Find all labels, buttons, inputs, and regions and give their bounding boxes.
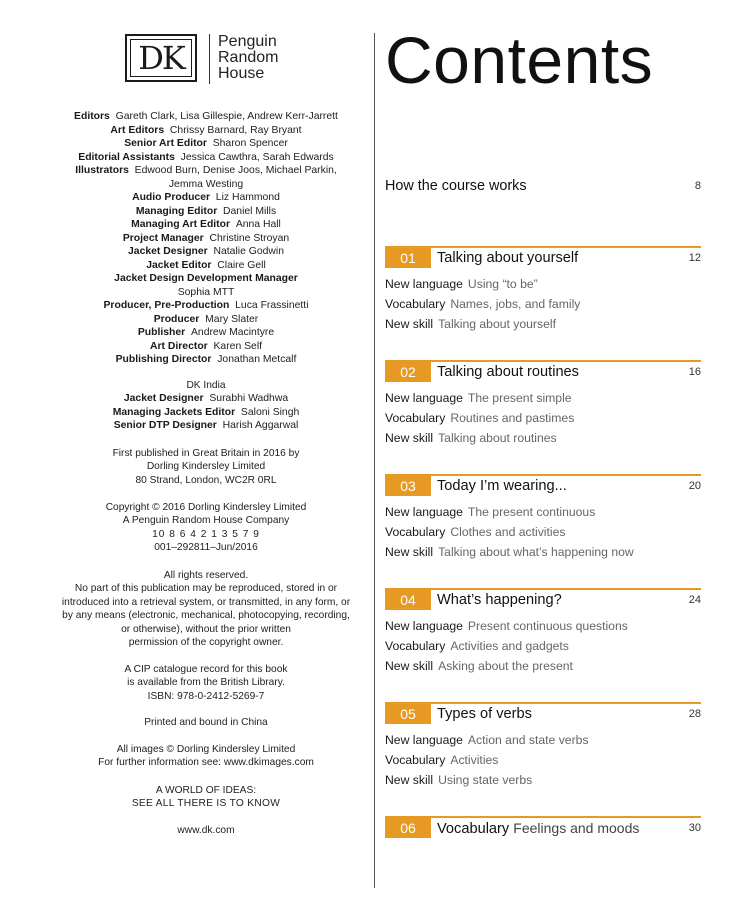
image-credit-line: For further information see: www.dkimages.com — [98, 757, 314, 769]
credit-names: Edwood Burn, Denise Joos, Michael Parkin, — [134, 165, 337, 176]
cip-line: A CIP catalogue record for this book — [124, 664, 288, 675]
credit-line — [0, 110, 412, 124]
page-title: Contents — [385, 23, 654, 97]
credit-line — [0, 164, 412, 178]
print-run-numbers: 10 8 6 4 2 1 3 5 7 9 — [152, 528, 260, 540]
course-overview-title: How the course works — [385, 178, 527, 194]
credit-line — [0, 419, 412, 433]
unit-item-label: Vocabulary — [385, 525, 446, 539]
unit-title — [437, 363, 579, 381]
unit-title-text: Types of verbs — [437, 706, 532, 722]
credit-role: Senior Art Editor — [124, 138, 207, 149]
unit-entry[interactable] — [385, 702, 701, 790]
unit-item-value: Names, jobs, and family — [450, 297, 581, 311]
unit-item-label: New skill — [385, 431, 434, 445]
website[interactable] — [0, 824, 412, 837]
image-credit-line: All images © Dorling Kindersley Limited — [116, 744, 296, 755]
world-of-ideas — [0, 784, 412, 811]
unit-item — [385, 408, 701, 428]
unit-item-label: New language — [385, 733, 463, 747]
credit-line — [0, 124, 412, 138]
credit-role: Art Director — [149, 340, 208, 352]
credit-line — [0, 313, 412, 327]
credit-names: Liz Hammond — [215, 192, 280, 203]
credit-names: Karen Self — [213, 340, 263, 352]
prh-line-2: Random — [218, 49, 279, 66]
tagline: SEE ALL THERE IS TO KNOW — [131, 798, 281, 810]
page-number: 12 — [688, 252, 701, 264]
page-number: 16 — [688, 366, 701, 378]
unit-items — [385, 274, 701, 334]
unit-title — [437, 819, 639, 838]
credit-role: Jacket Designer — [123, 393, 204, 405]
credit-names: Luca Frassinetti — [235, 300, 309, 311]
unit-item-value: Activities — [450, 753, 499, 767]
credit-line — [0, 232, 412, 246]
copyright-line: A Penguin Random House Company — [122, 515, 290, 527]
unit-item-value: Activities and gadgets — [450, 639, 569, 653]
cip-record — [0, 663, 412, 703]
printed-line: Printed and bound in China — [144, 717, 268, 728]
unit-header — [385, 588, 701, 612]
unit-item — [385, 750, 701, 770]
print-code: 001–292811–Jun/2016 — [154, 542, 258, 554]
unit-item-label: New language — [385, 619, 463, 633]
unit-title-text: Talking about routines — [437, 364, 579, 380]
credit-names: Sharon Spencer — [212, 138, 288, 149]
credit-names: Andrew Macintyre — [190, 327, 275, 338]
page-number: 20 — [688, 480, 701, 492]
page-number: 28 — [688, 708, 701, 720]
unit-items — [385, 730, 701, 790]
penguin-random-house-wordmark — [218, 34, 278, 82]
unit-item-value: Clothes and activities — [450, 525, 566, 539]
credit-line — [0, 392, 412, 406]
unit-item — [385, 428, 701, 448]
unit-items — [385, 502, 701, 562]
unit-number-badge: 02 — [385, 362, 431, 382]
unit-number-badge: 03 — [385, 476, 431, 496]
credit-role: Art Editors — [110, 124, 165, 136]
unit-item — [385, 616, 701, 636]
unit-number-badge: 05 — [385, 704, 431, 724]
credit-names: Jonathan Metcalf — [217, 354, 297, 365]
credit-role: Jacket Designer — [128, 246, 208, 257]
credit-names: Mary Slater — [205, 313, 259, 325]
credit-names: Sophia MTT — [177, 286, 235, 298]
unit-entry[interactable] — [385, 360, 701, 448]
prh-line-3: House — [218, 65, 265, 82]
copyright-notice — [0, 501, 412, 555]
unit-item-label: New skill — [385, 659, 434, 673]
rights-line: permission of the copyright owner. — [128, 637, 284, 649]
unit-header — [385, 474, 701, 498]
credit-role: Producer, Pre-Production — [103, 300, 230, 311]
unit-item-value: Asking about the present — [438, 659, 573, 673]
credit-role: Project Manager — [122, 232, 204, 244]
unit-header — [385, 246, 701, 270]
credit-line — [0, 178, 412, 192]
unit-number-badge: 01 — [385, 248, 431, 268]
unit-header — [385, 360, 701, 384]
unit-title — [437, 591, 562, 609]
website-link[interactable]: www.dk.com — [177, 825, 235, 836]
unit-item-value: Using “to be” — [467, 277, 538, 291]
credit-line — [0, 286, 412, 300]
unit-title — [437, 249, 578, 267]
credit-role: Jacket Editor — [146, 259, 212, 271]
unit-entry[interactable] — [385, 474, 701, 562]
unit-item-value: Talking about routines — [438, 431, 557, 445]
rights-line: introduced into a retrieval system, or transmitted, in any form, or — [61, 596, 351, 608]
unit-item-value: Talking about yourself — [438, 317, 556, 331]
dk-logo: DK — [125, 34, 197, 82]
dk-india-heading: DK India — [186, 380, 226, 391]
unit-item — [385, 274, 701, 294]
unit-item-label: New language — [385, 277, 463, 291]
unit-item — [385, 542, 701, 562]
first-published-line: Dorling Kindersley Limited — [146, 461, 266, 473]
dk-prh-logo — [125, 34, 278, 84]
credit-role: Managing Jackets Editor — [112, 406, 236, 418]
unit-items — [385, 616, 701, 676]
credit-line — [0, 406, 412, 420]
column-divider — [374, 33, 375, 888]
credit-names: Daniel Mills — [223, 205, 277, 217]
rights-line: All rights reserved. — [163, 570, 249, 581]
unit-item-label: New skill — [385, 773, 434, 787]
credit-names: Natalie Godwin — [213, 246, 284, 257]
credit-line — [0, 218, 412, 232]
unit-number-badge: 06 — [385, 818, 431, 838]
unit-item — [385, 522, 701, 542]
credit-role: Managing Art Editor — [131, 219, 231, 230]
unit-subtitle: Feelings and moods — [513, 820, 640, 836]
credit-line — [0, 245, 412, 259]
isbn: ISBN: 978-0-2412-5269-7 — [147, 690, 265, 702]
credit-role: Audio Producer — [132, 192, 211, 203]
credit-role: Editors — [74, 111, 110, 122]
unit-item-value: Action and state verbs — [467, 733, 589, 747]
unit-item-label: New language — [385, 391, 463, 405]
credit-line — [0, 272, 412, 286]
credit-names: Jemma Westing — [168, 178, 244, 190]
dk-india-credits — [0, 379, 412, 433]
rights-line: by any means (electronic, mechanical, photocopying, recording, — [62, 610, 350, 622]
unit-items — [385, 388, 701, 448]
unit-header — [385, 702, 701, 726]
credit-role: Editorial Assistants — [78, 151, 175, 163]
unit-header — [385, 816, 701, 840]
page-number: 24 — [688, 594, 701, 606]
unit-item — [385, 314, 701, 334]
unit-item-value: The present continuous — [467, 505, 596, 519]
credit-names: Jessica Cawthra, Sarah Edwards — [180, 151, 334, 163]
credit-line — [0, 151, 412, 165]
credit-role: Senior DTP Designer — [113, 420, 217, 432]
unit-title-text: Today I’m wearing... — [437, 478, 567, 494]
credit-names: Christine Stroyan — [209, 232, 290, 244]
unit-item — [385, 770, 701, 790]
credit-line — [0, 205, 412, 219]
unit-item-value: Using state verbs — [438, 773, 533, 787]
unit-entry[interactable] — [385, 588, 701, 676]
credit-line — [0, 259, 412, 273]
credit-names: Chrissy Barnard, Ray Bryant — [169, 124, 302, 136]
unit-item-label: Vocabulary — [385, 639, 446, 653]
unit-item — [385, 656, 701, 676]
prh-line-1: Penguin — [218, 33, 277, 50]
credit-line — [0, 353, 412, 367]
world-of-ideas-line: A WORLD OF IDEAS: — [155, 785, 257, 796]
credit-line — [0, 191, 412, 205]
unit-item — [385, 388, 701, 408]
credit-names: Gareth Clark, Lisa Gillespie, Andrew Kerr-Jarrett — [115, 111, 338, 122]
unit-item-value: The present simple — [467, 391, 572, 405]
unit-number-badge: 04 — [385, 590, 431, 610]
unit-item-label: New skill — [385, 545, 434, 559]
unit-item — [385, 730, 701, 750]
unit-item-value: Talking about what’s happening now — [438, 545, 634, 559]
printed-in — [0, 716, 412, 729]
unit-title — [437, 477, 567, 495]
unit-item-value: Present continuous questions — [467, 619, 628, 633]
unit-item-value: Routines and pastimes — [450, 411, 575, 425]
unit-entry[interactable] — [385, 246, 701, 334]
unit-title-text: Vocabulary — [437, 821, 510, 837]
unit-item-label: New skill — [385, 317, 434, 331]
unit-title — [437, 705, 532, 723]
page-number: 30 — [688, 822, 701, 834]
credit-role: Producer — [153, 313, 200, 325]
first-published — [0, 447, 412, 487]
credit-names: Anna Hall — [235, 219, 281, 230]
credit-names: Saloni Singh — [240, 406, 300, 418]
first-published-line: 80 Strand, London, WC2R 0RL — [135, 474, 277, 486]
first-published-line: First published in Great Britain in 2016 by — [112, 448, 300, 459]
credit-line — [0, 137, 412, 151]
unit-title-text: What’s happening? — [437, 592, 562, 608]
credit-line — [0, 340, 412, 354]
copyright-line: Copyright © 2016 Dorling Kindersley Limited — [105, 502, 307, 513]
course-overview-entry[interactable] — [385, 178, 701, 200]
unit-item — [385, 636, 701, 656]
credit-line — [0, 326, 412, 340]
unit-item-label: New language — [385, 505, 463, 519]
credit-role: Managing Editor — [135, 205, 218, 217]
credit-role: Illustrators — [75, 165, 129, 176]
credit-role: Jacket Design Development Manager — [114, 273, 298, 284]
unit-item-label: Vocabulary — [385, 411, 446, 425]
unit-entry[interactable] — [385, 816, 701, 840]
credit-role: Publisher — [137, 327, 186, 338]
credit-line — [0, 299, 412, 313]
rights-notice — [0, 569, 412, 649]
rights-line: No part of this publication may be reproduced, stored in or — [74, 583, 338, 595]
cip-line: is available from the British Library. — [127, 677, 285, 689]
credit-names: Claire Gell — [217, 259, 266, 271]
credit-names: Surabhi Wadhwa — [209, 393, 289, 405]
credit-names: Harish Aggarwal — [222, 420, 299, 432]
credit-role: Publishing Director — [115, 354, 212, 365]
unit-item-label: Vocabulary — [385, 297, 446, 311]
logo-divider — [209, 34, 210, 84]
unit-item — [385, 502, 701, 522]
rights-line: or otherwise), without the prior written — [121, 623, 291, 635]
unit-title-text: Talking about yourself — [437, 250, 579, 266]
image-credits — [0, 743, 412, 770]
unit-item-label: Vocabulary — [385, 753, 446, 767]
page-number: 8 — [694, 180, 701, 192]
credits-list — [0, 110, 412, 367]
unit-item — [385, 294, 701, 314]
